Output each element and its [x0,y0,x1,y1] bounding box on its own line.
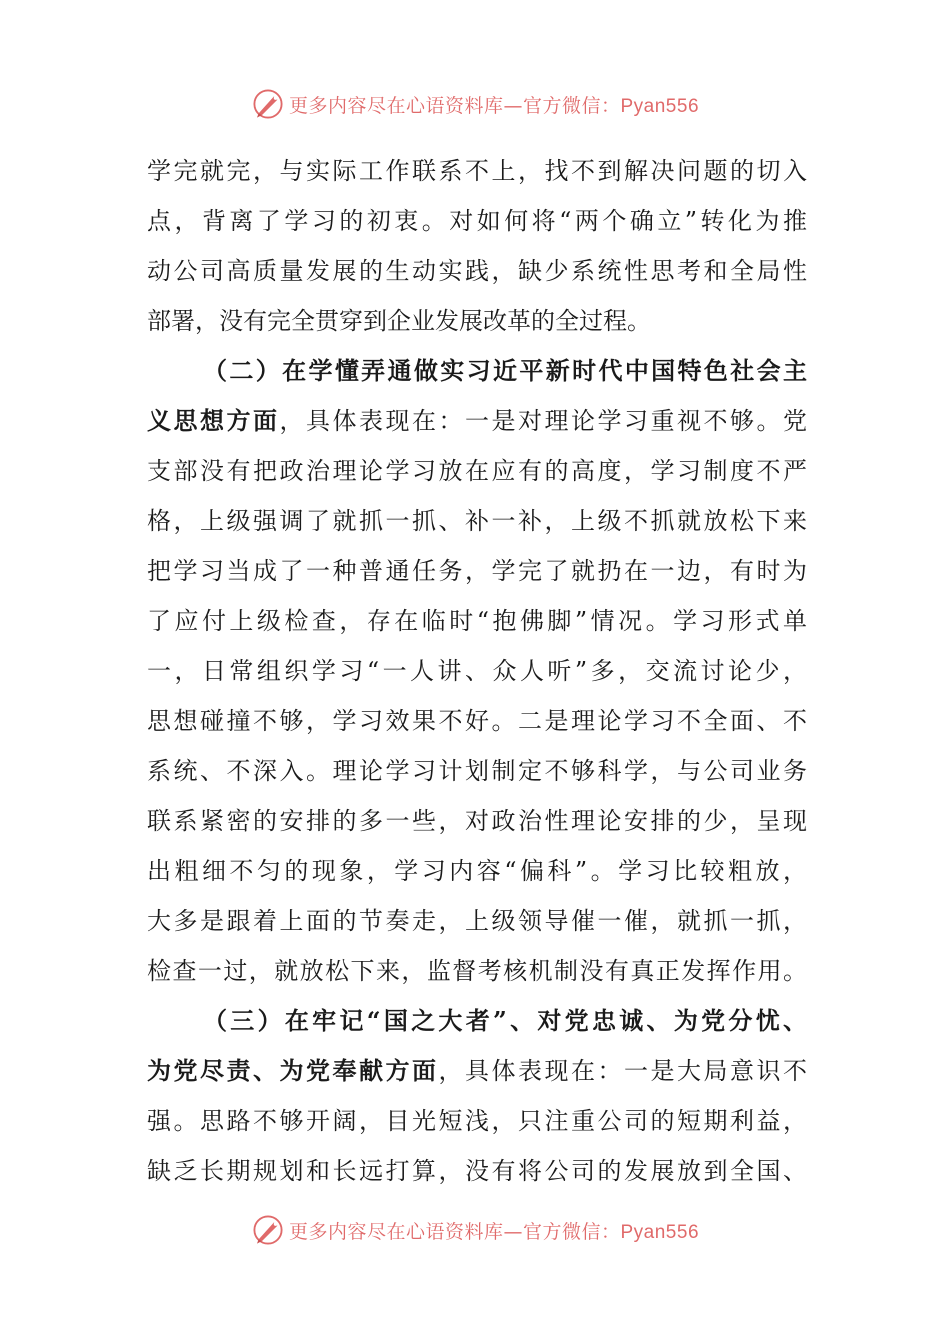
text-line: 思想碰撞不够，学习效果不好。二是理论学习不全面、不 [147,707,807,735]
text-line: 点，背离了学习的初衷。对如何将“两个确立”转化为推 [147,207,807,235]
text-line: 联系紧密的安排的多一些，对政治性理论安排的少，呈现 [147,807,807,835]
text-line: 义思想方面，具体表现在：一是对理论学习重视不够。党 [147,406,807,435]
text-line: 部署，没有完全贯穿到企业发展改革的全过程。 [147,307,651,335]
text-line: 一，日常组织学习“一人讲、众人听”多，交流讨论少， [147,657,807,685]
text-line: 为党尽责、为党奉献方面，具体表现在：一是大局意识不 [147,1056,807,1085]
watermark-text: 更多内容尽在心语资料库—官方微信：Pyan556 [288,94,700,117]
text-line: 了应付上级检查，存在临时“抱佛脚”情况。学习形式单 [147,607,807,635]
text-line: 学完就完，与实际工作联系不上，找不到解决问题的切入 [147,157,807,185]
wechat-id: Pyan556 [620,95,700,117]
footer-watermark [0,1210,950,1250]
text-line: 支部没有把政治理论学习放在应有的高度，学习制度不严 [147,457,807,485]
text-line: 系统、不深入。理论学习计划制定不够科学，与公司业务 [147,757,807,785]
text-line: 大多是跟着上面的节奏走，上级领导催一催，就抓一抓， [147,907,807,935]
header-watermark [0,84,950,124]
text-line: 强。思路不够开阔，目光短浅，只注重公司的短期利益， [147,1107,807,1135]
document-body [147,146,807,1196]
section-heading-2: （二）在学懂弄通做实习近平新时代中国特色社会主 [203,356,807,385]
section-heading-3: （三）在牢记“国之大者”、对党忠诚、为党分忧、 [203,1006,807,1035]
wechat-id: Pyan556 [620,1221,700,1243]
text-line: 检查一过，就放松下来，监督考核机制没有真正发挥作用。 [147,957,807,985]
text-line: 缺乏长期规划和长远打算，没有将公司的发展放到全国、 [147,1157,807,1185]
pen-logo-icon [251,1213,285,1247]
text-line: 把学习当成了一种普通任务，学完了就扔在一边，有时为 [147,557,807,585]
text-line: 动公司高质量发展的生动实践，缺少系统性思考和全局性 [147,257,807,285]
text-line: 出粗细不匀的现象，学习内容“偏科”。学习比较粗放， [147,857,807,885]
pen-logo-icon [251,87,285,121]
text-line: 格，上级强调了就抓一抓、补一补，上级不抓就放松下来 [147,507,807,535]
watermark-text: 更多内容尽在心语资料库—官方微信：Pyan556 [288,1220,700,1243]
